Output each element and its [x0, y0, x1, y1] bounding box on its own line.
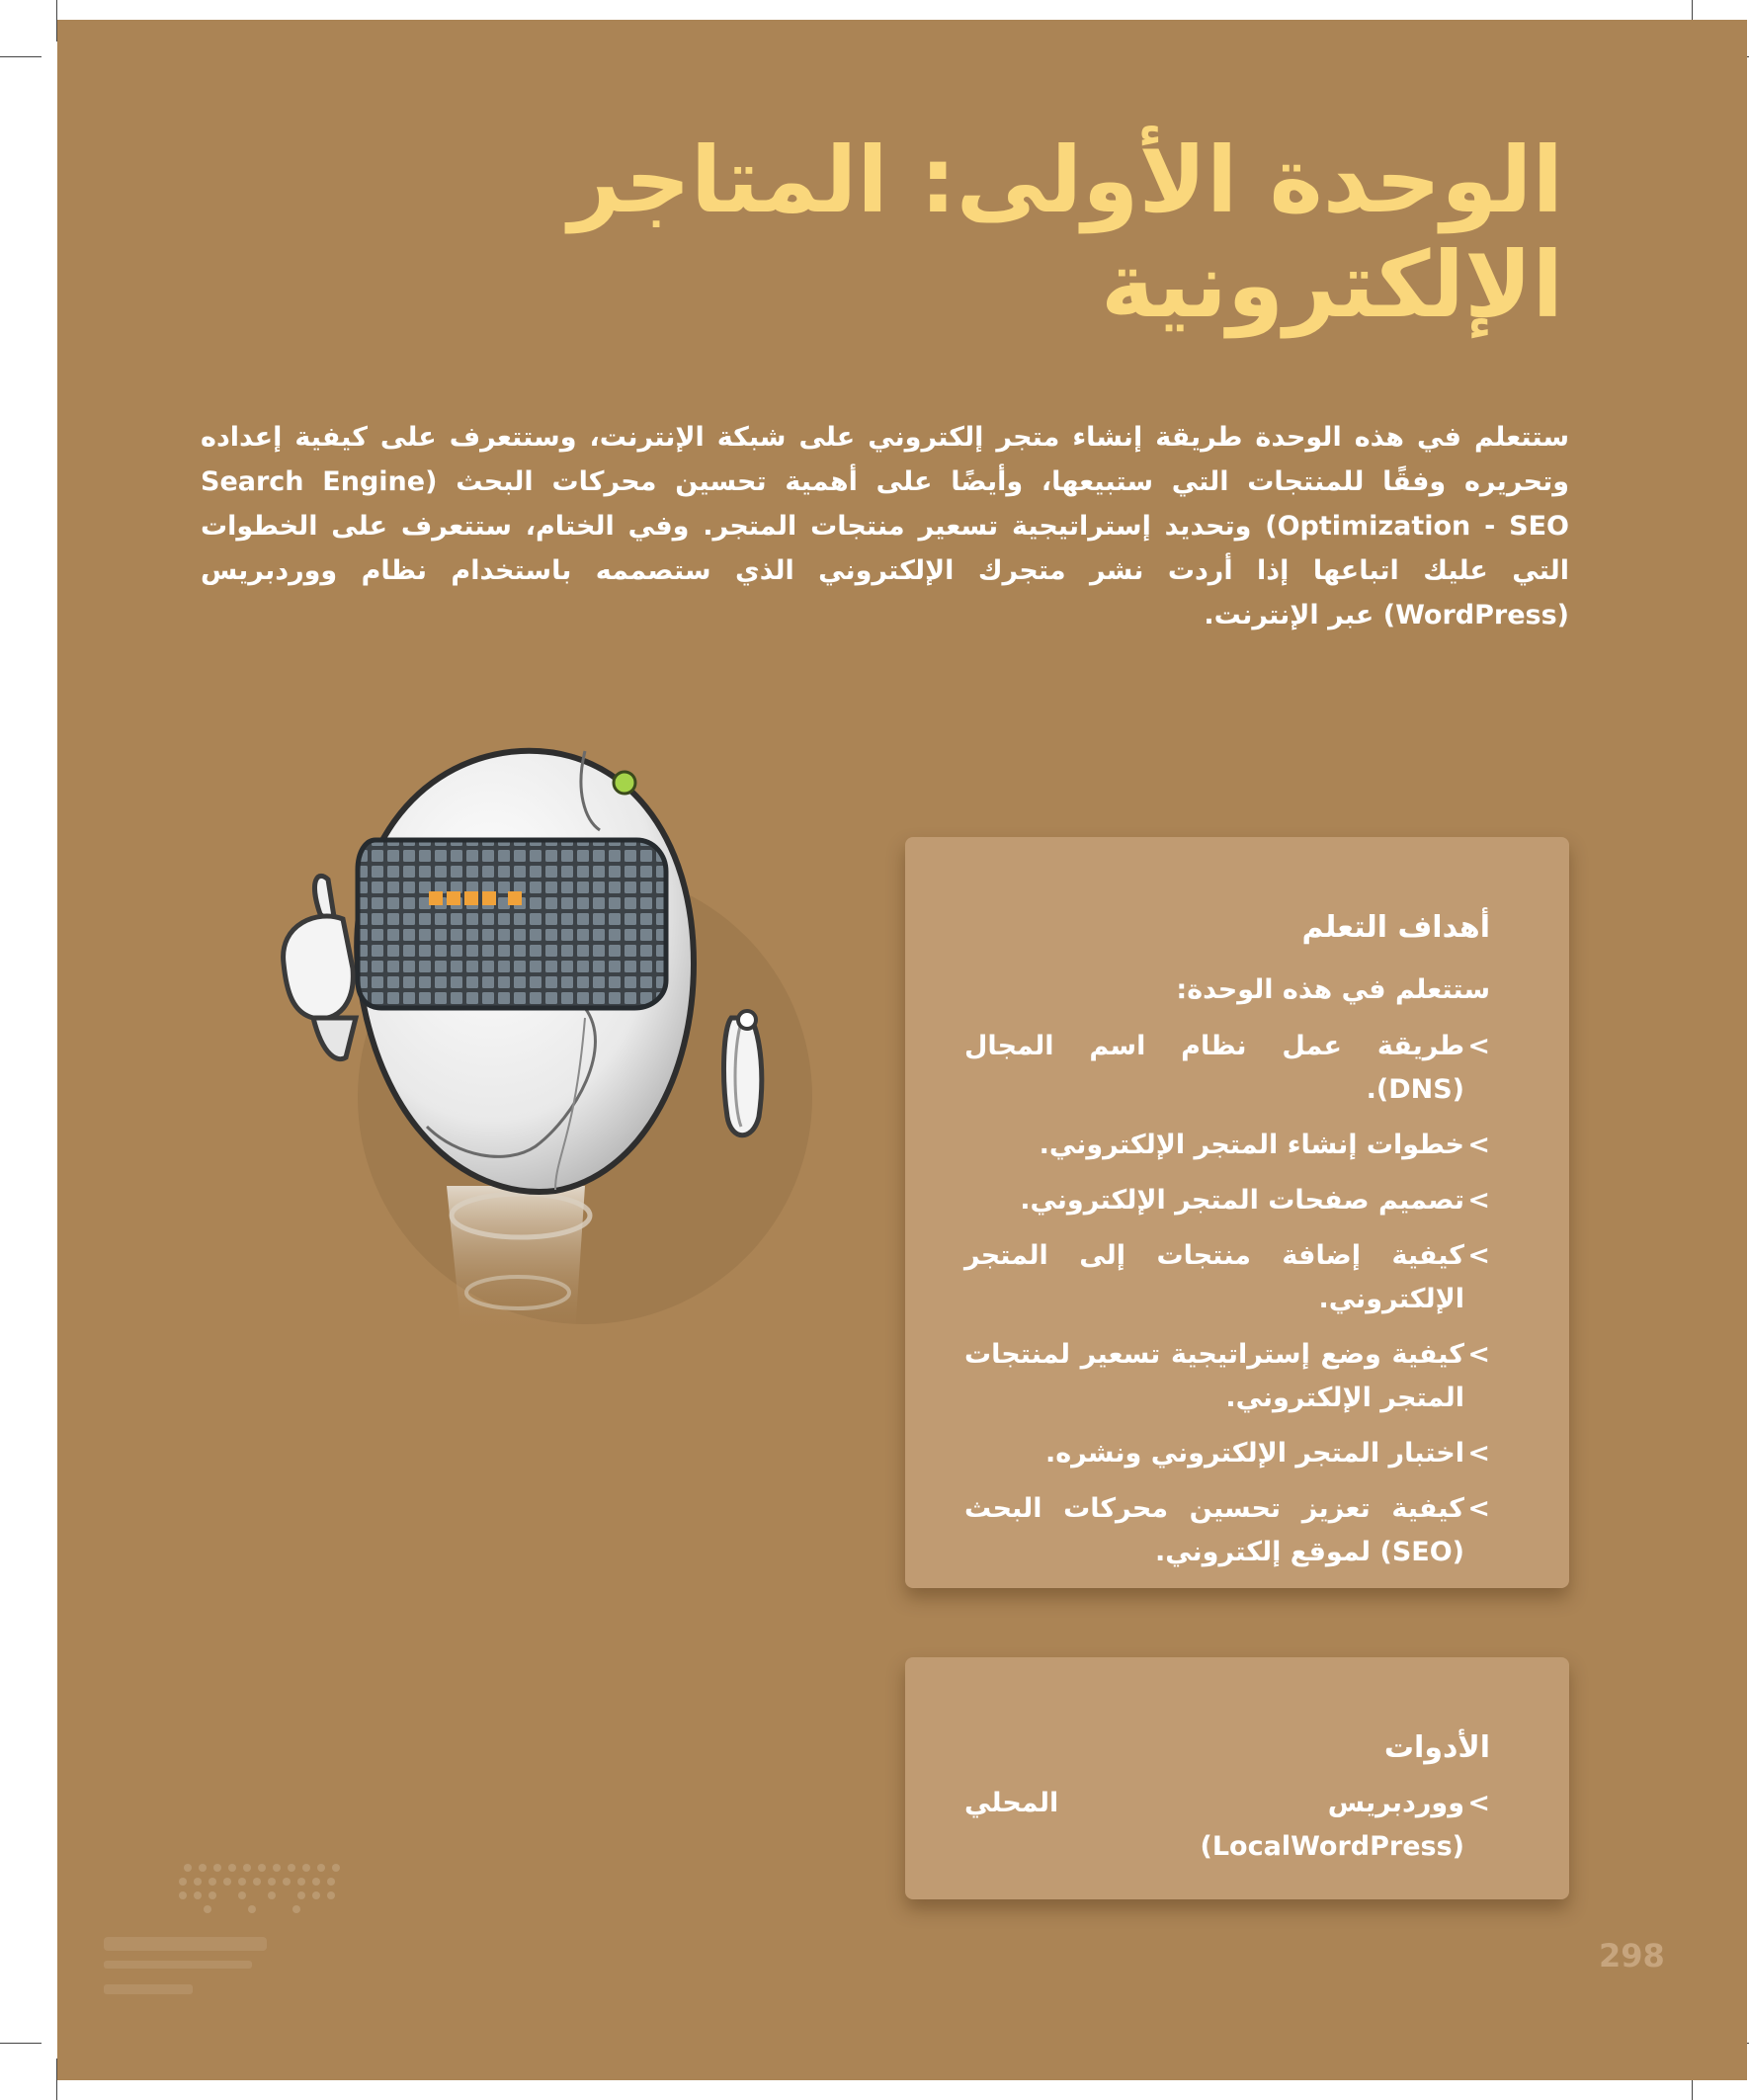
bullet-marker: > [1467, 1339, 1490, 1370]
robot-mascot-illustration [259, 721, 812, 1344]
list-item-text: خطوات إنشاء المتجر الإلكتروني. [1039, 1130, 1464, 1160]
unit-introduction: ستتعلم في هذه الوحدة طريقة إنشاء متجر إلكتروني على شبكة الإنترنت، وستتعرف على كيفية إعداده وتحريره وفقًا للمنتجات التي ستبيعها، وأيضًا على أهمية تحسين محركات البحث (Search Engine Optimization - SEO) وتحديد إستراتيجية تسعير منتجات المتجر. وفي الختام، ستتعرف على الخطوات التي عليك اتباعها إذا أردت نشر متجرك الإلكتروني الذي ستصممه باستخدام نظام ووردبريس (WordPress) عبر الإنترنت. [201, 422, 1569, 630]
learning-objectives-box [905, 837, 1569, 1588]
list-item-text: طريقة عمل نظام اسم المجال (DNS). [964, 1031, 1464, 1105]
learning-objectives-heading: أهداف التعلم [1301, 910, 1490, 945]
bullet-marker: > [1467, 1130, 1490, 1160]
list-item [964, 1782, 1490, 1869]
list-item [964, 1234, 1490, 1321]
crop-mark [0, 56, 42, 57]
list-item [964, 1025, 1490, 1112]
learning-objectives-lead: ستتعلم في هذه الوحدة: [1176, 974, 1490, 1005]
list-item-text: كيفية تعزيز تحسين محركات البحث (SEO) لموقع إلكتروني. [964, 1493, 1464, 1567]
bullet-marker: > [1467, 1185, 1490, 1216]
list-item-text: تصميم صفحات المتجر الإلكتروني. [1020, 1185, 1464, 1216]
page-number: 298 [1599, 1937, 1665, 1974]
list-item [964, 1333, 1490, 1420]
list-item-text: كيفية إضافة منتجات إلى المتجر الإلكتروني. [964, 1240, 1464, 1314]
list-item [964, 1124, 1490, 1167]
unit-title: الوحدة الأولى: المتاجر الإلكترونية [568, 127, 1563, 338]
tools-box [905, 1657, 1569, 1899]
list-item [964, 1487, 1490, 1574]
tools-list [964, 1782, 1490, 1869]
bullet-marker: > [1467, 1240, 1490, 1271]
bullet-marker: > [1467, 1438, 1490, 1469]
list-item-text: اختبار المتجر الإلكتروني ونشره. [1044, 1438, 1464, 1469]
bullet-marker: > [1467, 1031, 1490, 1061]
bullet-marker: > [1467, 1493, 1490, 1524]
tools-heading: الأدوات [1383, 1730, 1490, 1765]
learning-objectives-list [964, 1025, 1490, 1574]
list-item-text: كيفية وضع إستراتيجية تسعير لمنتجات المتجر الإلكتروني. [964, 1339, 1464, 1413]
crop-mark [0, 2043, 42, 2044]
list-item [964, 1432, 1490, 1475]
list-item-text: ووردبريس المحلي (LocalWordPress) [964, 1788, 1464, 1862]
ministry-of-education-logo [94, 1856, 361, 2019]
list-item [964, 1179, 1490, 1222]
bullet-marker: > [1467, 1788, 1490, 1818]
